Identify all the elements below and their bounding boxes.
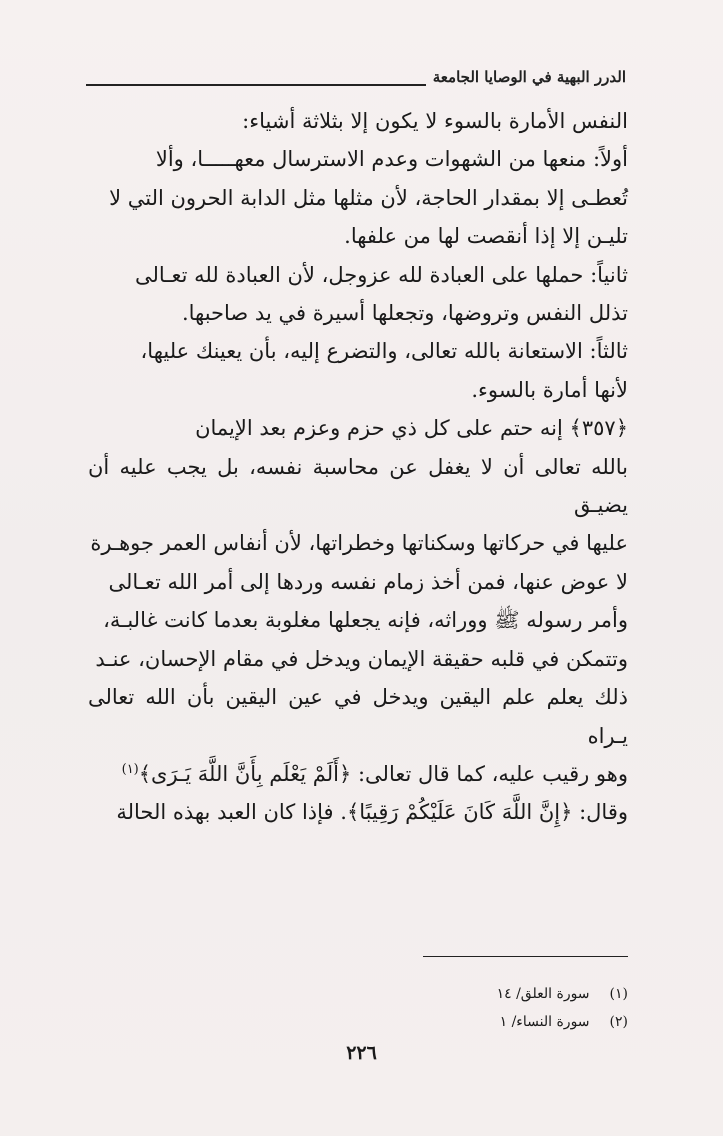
text-line: بالله تعالى أن لا يغفل عن محاسبة نفسه، بل يجب عليه أن يضيـق <box>88 454 628 518</box>
text-line-with-ref <box>88 755 628 793</box>
running-title: الدرر البهية في الوصايا الجامعة <box>432 68 626 86</box>
header-rule <box>86 84 426 86</box>
footnote-ref-1: (١) <box>121 761 139 777</box>
footnote-item <box>88 980 628 1008</box>
text-line: وتتمكن في قلبه حقيقة الإيمان ويدخل في مقام الإحسان، عنـد <box>95 646 628 671</box>
footnote-text: سورة العلق/ ١٤ <box>496 986 590 1002</box>
text-line: عليها في حركاتها وسكناتها وخطراتها، لأن أنفاس العمر جوهـرة <box>90 531 628 556</box>
text-line: تُعطـى إلا بمقدار الحاجة، لأن مثلها مثل الدابة الحرون التي لا <box>109 185 628 210</box>
body-text <box>88 102 628 832</box>
text-line: ذلك يعلم علم اليقين ويدخل في عين اليقين بأن الله تعالى يـراه <box>88 685 628 748</box>
footnote-number: (١) <box>609 986 628 1002</box>
footnote-rule <box>423 956 628 957</box>
page-number: ٢٢٦ <box>346 1042 377 1064</box>
running-header <box>86 62 626 92</box>
text-line: النفس الأمارة بالسوء لا يكون إلا بثلاثة أشياء: <box>242 109 628 133</box>
text-line: لأنها أمارة بالسوء. <box>471 377 628 402</box>
footnotes <box>88 980 628 1036</box>
text-line: أولاً: منعها من الشهوات وعدم الاسترسال معهـــــا، وألا <box>155 147 628 172</box>
text-line: وهو رقيب عليه، كما قال تعالى: ﴿أَلَمْ يَعْلَم بِأَنَّ اللَّهَ يَـرَى﴾ <box>138 761 628 786</box>
footnote-number: (٢) <box>609 1014 628 1030</box>
text-line: تذلل النفس وتروضها، وتجعلها أسيرة في يد صاحبها. <box>181 301 628 326</box>
text-line: وأمر رسوله ﷺ ووراثه، فإنه يجعلها مغلوبة بعدما كانت غالبـة، <box>103 608 628 633</box>
text-line: وقال: ﴿إِنَّ اللَّهَ كَانَ عَلَيْكُمْ رَقِيبًا﴾. فإذا كان العبد بهذه الحالة <box>116 800 628 825</box>
footnote-text: سورة النساء/ ١ <box>499 1014 590 1030</box>
text-line: ثالثاً: الاستعانة بالله تعالى، والتضرع إليه، بأن يعينك عليها، <box>140 339 628 364</box>
text-line: لا عوض عنها، فمن أخذ زمام نفسه وردها إلى أمر الله تعـالى <box>108 569 628 594</box>
footnote-item <box>88 1008 628 1036</box>
text-line: ثانياً: حملها على العبادة لله عزوجل، لأن العبادة لله تعـالى <box>135 262 628 287</box>
text-line: ﴿٣٥٧﴾ إنه حتم على كل ذي حزم وعزم بعد الإيمان <box>195 416 628 441</box>
text-line: تليـن إلا إذا أنقصت لها من علفها. <box>344 224 628 249</box>
